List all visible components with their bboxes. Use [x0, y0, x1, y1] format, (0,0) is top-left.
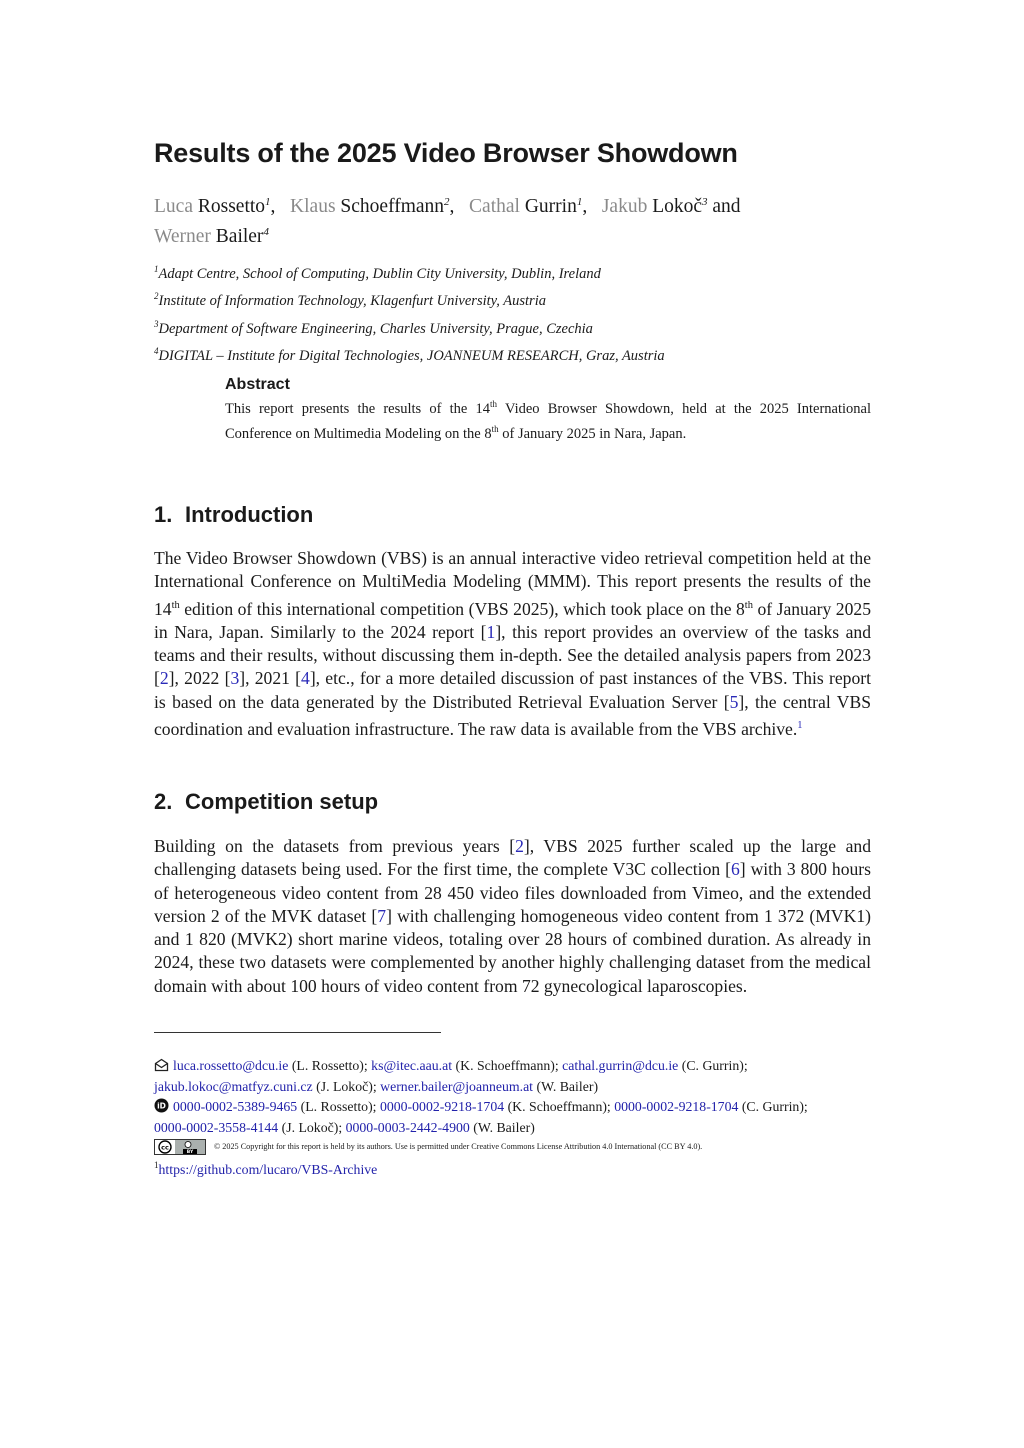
cc-text: cc — [161, 1143, 169, 1152]
orcid-link[interactable]: 0000-0003-2442-4900 — [345, 1119, 470, 1135]
email-link[interactable]: luca.rossetto@dcu.ie — [173, 1058, 289, 1073]
abstract-heading: Abstract — [225, 376, 290, 393]
author: Klaus Schoeffmann$^2$, — [290, 196, 465, 217]
svg-text:iD: iD — [157, 1101, 166, 1111]
author-list — [154, 190, 871, 249]
citation-link[interactable]: 2 — [515, 836, 524, 856]
author: Jakub Lokoč$^3$ and — [601, 196, 741, 217]
citation-link[interactable]: 6 — [730, 859, 740, 880]
orcid-link[interactable]: 0000-0002-5389-9465 — [173, 1098, 298, 1114]
email-link[interactable]: ks@itec.aau.at — [371, 1058, 453, 1073]
citation-link[interactable]: 5 — [729, 691, 739, 712]
email-link[interactable]: cathal.gurrin@dcu.ie — [562, 1058, 679, 1073]
footnote-1: $^1$https://github.com/lucaro/VBS-Archive — [154, 1160, 378, 1178]
abstract-text: This report presents the results of the 14th Video Browser Showdown, held at the 2025 International Conference on Multimedia Modeling on the 8th of January 2025 in Nara, Japan. — [225, 399, 871, 442]
email-line: luca.rossetto@dcu.ie (L. Rossetto); ks@itec.aau.at (K. Schoeffmann); cathal.gurrin@dcu.ie (C. Gurrin); — [154, 1056, 871, 1077]
email-link[interactable]: werner.bailer@joanneum.at — [380, 1079, 534, 1095]
orcid-link[interactable]: 0000-0002-9218-1704 — [379, 1098, 505, 1114]
copyright-text: © 2025 Copyright for this report is held by its authors. Use is permitted under Creative Commons License Attribution 4.0 International (CC BY 4.0). — [214, 1142, 703, 1152]
abstract — [225, 376, 871, 444]
cc-by-license-badge — [154, 1139, 206, 1155]
author: Werner Bailer$^4$ — [154, 225, 269, 247]
orcid-link[interactable]: 0000-0002-9218-1704 — [614, 1098, 739, 1114]
citation-link[interactable]: 7 — [377, 905, 387, 926]
section-heading-introduction: 1. Introduction — [154, 502, 314, 527]
github-archive-link[interactable]: https://github.com/lucaro/VBS-Archive — [158, 1162, 378, 1178]
affiliation: $^2$Institute of Information Technology, Klagenfurt University, Austria — [154, 291, 546, 310]
affiliation-list — [154, 258, 665, 367]
paper-title: Results of the 2025 Video Browser Showdown — [154, 138, 738, 168]
footnote-divider — [154, 1032, 441, 1033]
orcid-icon — [154, 1098, 169, 1118]
section-heading-competition-setup: 2. Competition setup — [154, 789, 379, 814]
orcid-link[interactable]: 0000-0002-3558-4144 — [154, 1119, 279, 1135]
email-link[interactable]: jakub.lokoc@matfyz.cuni.cz — [154, 1079, 313, 1095]
affiliation: $^3$Department of Software Engineering, Charles University, Prague, Czechia — [154, 318, 593, 337]
affiliation: $^4$DIGITAL – Institute for Digital Technologies, JOANNEUM RESEARCH, Graz, Austria — [154, 345, 665, 364]
citation-link[interactable]: 4 — [301, 668, 310, 689]
author: Cathal Gurrin$^1$, — [469, 196, 597, 217]
citation-link[interactable]: 1 — [486, 621, 496, 642]
envelope-icon — [154, 1058, 169, 1077]
footnotes: luca.rossetto@dcu.ie (L. Rossetto); ks@itec.aau.at (K. Schoeffmann); cathal.gurrin@dcu.ie (C. Gurrin); jakub.lokoc@matfyz.cuni.cz (J. Lokoč); werner.bailer@joanneum.at (W. Bailer) iD 0000-0002-5389-9465 (L. Rossetto); 0000-0002-9218-1704 (K. Schoeffmann); 0000-0002-9218-1704 (C. Gurrin); 0000-0002-3558-4144 (J. Lokoč); 0000-0003-2442-4900 (W. Bailer) cc BY © 2025 Copyright for this report is held by its authors. Use is permitted under Creative Commons License Attribution 4.0 International (CC BY 4.0). $^1$https://github.com/lucaro/VBS-Archive — [154, 1056, 871, 1179]
copyright-line — [154, 1137, 871, 1156]
author: Luca Rossetto$^1$, — [154, 196, 286, 217]
introduction-paragraph: The Video Browser Showdown (VBS) is an annual interactive video retrieval competition held at the International Conference on MultiMedia Modeling (MMM). This report presents the results of the 14th edition of this international competition (VBS 2025), which took place on the 8th of January 2025 in Nara, Japan. Similarly to the 2024 report [1], this report provides an overview of the tasks and teams and their results, without discussing them in-depth. See the detailed analysis papers from 2023 [2], 2022 [3], 2021 [4], etc., for a more detailed discussion of past instances of the VBS. This report is based on the data generated by the Distributed Retrieval Evaluation Server [5], the central VBS coordination and evaluation infrastructure. The raw data is available from the VBS archive.$^1$ — [154, 548, 872, 740]
affiliation: $^1$Adapt Centre, School of Computing, Dublin City University, Dublin, Ireland — [154, 264, 601, 282]
footnote-ref-link[interactable]: 1 — [797, 720, 803, 732]
competition-setup-paragraph: Building on the datasets from previous years [2], VBS 2025 further scaled up the large and challenging datasets being used. For the first time, the complete V3C collection [6] with 3 800 hours of heterogeneous video content from 28 450 video files downloaded from Vimeo, and the extended version 2 of the MVK dataset [7] with challenging homogeneous video content from 1 372 (MVK1) and 1 820 (MVK2) short marine videos, totaling over 28 hours of combined duration. As already in 2024, these two datasets were complemented by another highly challenging dataset from the medical domain with about 100 hours of video content from 72 gynecological laparoscopies. — [154, 836, 872, 996]
orcid-line: iD 0000-0002-5389-9465 (L. Rossetto); 0000-0002-9218-1704 (K. Schoeffmann); 0000-0002-9218-1704 (C. Gurrin); — [154, 1097, 871, 1118]
citation-link[interactable]: 2 — [159, 668, 169, 689]
citation-link[interactable]: 3 — [230, 668, 240, 689]
by-text: BY — [186, 1149, 194, 1154]
